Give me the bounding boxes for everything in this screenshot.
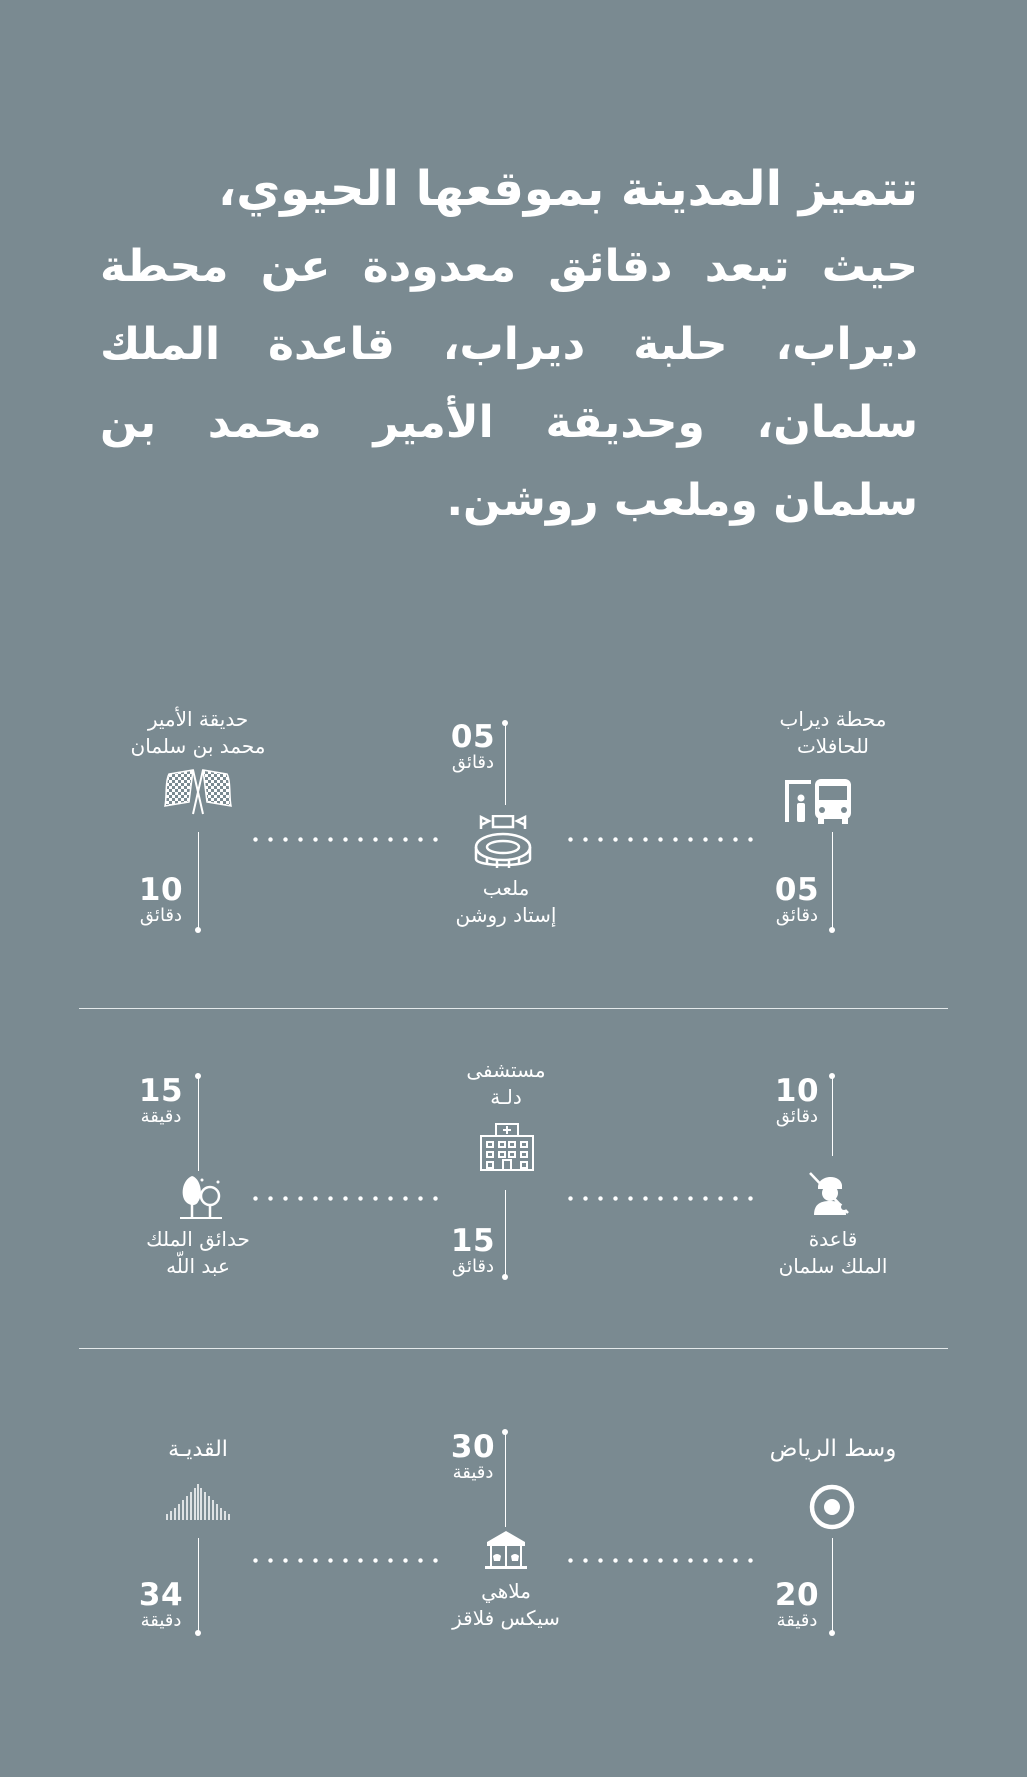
section-divider	[79, 1008, 948, 1009]
qiddiya-logo-icon	[163, 1482, 233, 1522]
location-name-six-flags	[386, 1578, 626, 1632]
time-value: 15	[138, 1073, 184, 1109]
time-value: 30	[450, 1429, 496, 1465]
target-icon	[808, 1483, 856, 1531]
location-name-stadium	[386, 875, 626, 929]
location-name-line: القديـة	[168, 1437, 228, 1462]
location-name-line: محطة ديراب	[779, 707, 887, 731]
location-name-line: ملعب	[482, 876, 530, 900]
location-name-line: الملك سلمان	[778, 1254, 888, 1278]
pilot-icon	[808, 1171, 854, 1217]
location-name-line: قاعدة	[808, 1227, 858, 1251]
time-value: 10	[138, 872, 184, 908]
travel-time-bus-station	[757, 872, 837, 926]
time-value: 15	[450, 1223, 496, 1259]
travel-time-prince-park	[121, 872, 201, 926]
location-name-bus-station	[713, 706, 953, 760]
heading-line-1: تتميز المدينة بموقعها الحيوي،	[217, 161, 918, 217]
dotted-connector	[248, 1196, 443, 1201]
time-unit: دقيقة	[140, 1610, 182, 1631]
travel-time-stadium	[433, 719, 513, 773]
dotted-connector	[563, 1196, 758, 1201]
location-name-line: سيكس فلاقز	[452, 1606, 560, 1630]
connector-line	[832, 1076, 833, 1156]
travel-time-hospital	[433, 1223, 513, 1277]
location-name-line: حدائق الملك	[146, 1227, 250, 1251]
time-unit: دقيقة	[452, 1462, 494, 1483]
time-unit: دقائق	[775, 1106, 819, 1127]
carousel-icon	[483, 1528, 529, 1570]
travel-time-gardens	[121, 1073, 201, 1127]
time-value: 34	[138, 1577, 184, 1613]
dotted-connector	[563, 837, 758, 842]
dotted-connector	[248, 837, 443, 842]
location-name-hospital	[386, 1057, 626, 1111]
bus-stop-icon	[783, 778, 853, 824]
location-name-line: حديقة الأمير	[147, 707, 249, 731]
location-name-line: دلـة	[490, 1085, 522, 1109]
location-name-prince-park	[78, 706, 318, 760]
hospital-icon	[479, 1122, 535, 1172]
location-name-qiddiya	[78, 1436, 318, 1463]
location-name-line: إستاد روشن	[455, 903, 557, 927]
heading-body: حيث تبعد دقائق معدودة عن محطة ديراب، حلبة ديراب، قاعدة الملك سلمان، وحديقة الأمير محمد بن سلمان وملعب روشن.	[100, 241, 918, 526]
travel-time-six-flags	[433, 1429, 513, 1483]
location-name-line: عبد اللّه	[166, 1254, 230, 1278]
time-unit: دقائق	[139, 905, 183, 926]
time-value: 05	[774, 872, 820, 908]
connector-line	[505, 1432, 506, 1527]
time-unit: دقيقة	[140, 1106, 182, 1127]
time-value: 20	[774, 1577, 820, 1613]
location-name-gardens	[78, 1226, 318, 1280]
location-name-line: مستشفى	[466, 1058, 546, 1082]
travel-time-qiddiya	[121, 1577, 201, 1631]
time-value: 10	[774, 1073, 820, 1109]
racing-flags-icon	[163, 768, 233, 816]
time-unit: دقائق	[451, 752, 495, 773]
time-unit: دقائق	[451, 1256, 495, 1277]
park-trees-icon	[178, 1172, 224, 1220]
location-name-line: وسط الرياض	[769, 1436, 897, 1462]
time-unit: دقيقة	[776, 1610, 818, 1631]
location-name-line: ملاهي	[481, 1579, 531, 1603]
travel-time-air-base	[757, 1073, 837, 1127]
dotted-connector	[248, 1558, 443, 1563]
time-unit: دقائق	[775, 905, 819, 926]
intro-heading	[100, 150, 918, 540]
connector-line	[505, 723, 506, 805]
time-value: 05	[450, 719, 496, 755]
travel-time-riyadh	[757, 1577, 837, 1631]
location-name-air-base	[713, 1226, 953, 1280]
location-name-line: محمد بن سلمان	[130, 734, 266, 758]
location-name-line: للحافلات	[796, 734, 870, 758]
section-divider	[79, 1348, 948, 1349]
connector-line	[198, 1076, 199, 1171]
location-name-riyadh	[713, 1436, 953, 1463]
stadium-icon	[473, 815, 533, 871]
dotted-connector	[563, 1558, 758, 1563]
